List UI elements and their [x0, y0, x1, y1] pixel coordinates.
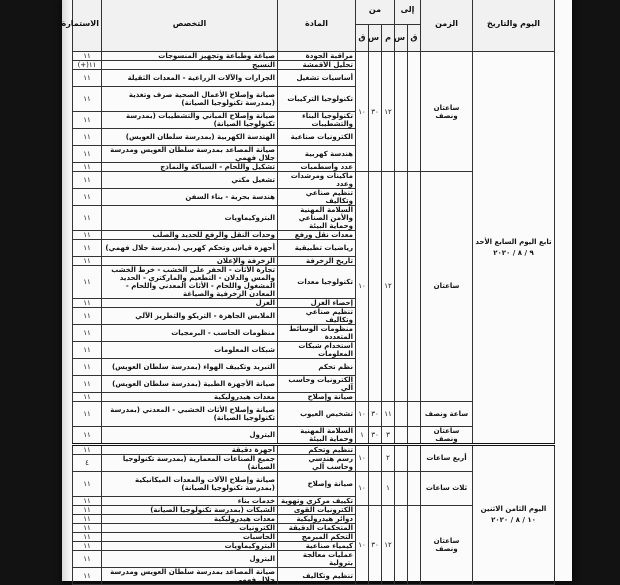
- subject-cell: صيانة وإصلاح: [278, 471, 356, 496]
- subject-cell: صيانة وإصلاح: [278, 392, 356, 401]
- subject-cell: إحصاء الغزل: [278, 298, 356, 307]
- from-q: ٢: [382, 444, 395, 471]
- subject-cell: المتحكمات الدقيقة: [278, 524, 356, 533]
- subject-cell: تنظيم وتكاليف: [278, 568, 356, 585]
- subject-cell: السلامة المهنية وحماية البيئة: [278, 426, 356, 444]
- specialization-cell: جميع الصناعات المعمارية (بمدرسة تكنولوجيا الصيانة): [102, 454, 278, 471]
- form-cell: ١١: [73, 256, 102, 265]
- specialization-cell: البترول: [102, 551, 278, 568]
- day-label: اليوم الثامن الاثنين: [480, 505, 547, 514]
- header-s: س: [395, 24, 408, 52]
- subject-cell: دوائر هيدروليكية: [278, 515, 356, 524]
- subject-cell: تكنولوجيا التركيبات: [278, 87, 356, 112]
- subject-cell: هندسة كهربية: [278, 146, 356, 163]
- session-time: ساعتان ونصف: [421, 426, 473, 444]
- specialization-cell: صيانة وإصلاح الآلات والمعدات الميكانيكية (بمدرسة تكنولوجيا الصيانة): [102, 471, 278, 496]
- from-s: ٣٠: [369, 426, 382, 444]
- header-to: إلى: [395, 0, 421, 24]
- form-cell: ١١: [73, 444, 102, 454]
- specialization-cell: صيانة المصاعد بمدرسة سلطان العويس ومدرسة جلال فهمي: [102, 568, 278, 585]
- from-q: ١١: [382, 401, 395, 426]
- schedule-row: [73, 444, 555, 454]
- from-q: ١: [382, 471, 395, 505]
- subject-cell: السلامة المهنية والأمن الصناعي وحماية البيئة: [278, 206, 356, 231]
- form-cell: ١١: [73, 341, 102, 358]
- form-cell: ١١: [73, 533, 102, 542]
- specialization-cell: معدات هيدروليكية: [102, 515, 278, 524]
- form-cell: ١١: [73, 506, 102, 515]
- subject-cell: تاريخ الزخرفة: [278, 256, 356, 265]
- page-shadow: [62, 0, 72, 581]
- specialization-cell: أجهزة دقيقة: [102, 444, 278, 454]
- form-cell: ١١: [73, 401, 102, 426]
- form-cell: ١١: [73, 307, 102, 324]
- to-s: [395, 444, 408, 471]
- session-time: ساعتان: [421, 172, 473, 402]
- day-date: ١٠ / ٨ / ٢٠٢٠: [491, 516, 536, 525]
- exam-schedule-table: [61, 0, 555, 585]
- day-label: تابع اليوم السابع الأحد: [475, 238, 552, 247]
- subject-cell: معدات نقل ورفع: [278, 231, 356, 240]
- from-s: [369, 444, 382, 471]
- form-cell: ١١: [73, 52, 102, 61]
- from-h: ١٠: [356, 444, 369, 471]
- form-cell: ١١: [73, 471, 102, 496]
- specialization-cell: الشبكات (بمدرسة تكنولوجيا الصيانة): [102, 506, 278, 515]
- session-time: ساعتان ونصف: [421, 52, 473, 172]
- from-h: ١٠: [356, 401, 369, 426]
- to-s: [395, 401, 408, 426]
- form-cell: ١١: [73, 87, 102, 112]
- header-row: [73, 0, 555, 24]
- subject-cell: تحليل الأقمشة: [278, 61, 356, 70]
- specialization-cell: شبكات المعلومات: [102, 341, 278, 358]
- from-q: ١٢: [382, 52, 395, 172]
- specialization-cell: هندسة بحرية - بناء السفن: [102, 189, 278, 206]
- form-cell: ١١: [73, 515, 102, 524]
- subject-cell: الكترونيات صناعية: [278, 129, 356, 146]
- specialization-cell: تشكيل واللحام - السباكة والنماذج: [102, 163, 278, 172]
- specialization-cell: النسيج: [102, 61, 278, 70]
- to-q: [408, 401, 421, 426]
- form-cell: ١١: [73, 426, 102, 444]
- subject-cell: مراقبة الجودة: [278, 52, 356, 61]
- header-from: من: [356, 0, 395, 24]
- specialization-cell: الحاسبات: [102, 533, 278, 542]
- form-cell: ١١: [73, 146, 102, 163]
- header-q2: ق: [356, 24, 369, 52]
- session-time: ساعتان ونصف: [421, 506, 473, 585]
- schedule-body: [61, 0, 555, 585]
- specialization-cell: صيانة وإصلاح الأعمال الصحية صرف وتغذية (بمدرسة تكنولوجيا الصيانة): [102, 87, 278, 112]
- form-cell: ١١: [73, 206, 102, 231]
- specialization-cell: الكترونيات: [102, 524, 278, 533]
- specialization-cell: أجهزة قياس وتحكم كهربي (بمدرسة جلال فهمي): [102, 240, 278, 257]
- from-s: ٣٠: [369, 401, 382, 426]
- to-q: [408, 52, 421, 172]
- to-s: [395, 52, 408, 172]
- from-h: ١٠: [356, 471, 369, 505]
- specialization-cell: البتروكيماويات: [102, 542, 278, 551]
- to-s: [395, 426, 408, 444]
- form-cell: ١١: [73, 568, 102, 585]
- from-s: ٣٠: [369, 52, 382, 172]
- to-q: [408, 471, 421, 505]
- header-total: م: [382, 24, 395, 52]
- specialization-cell: الزخرفة والإعلان: [102, 256, 278, 265]
- subject-cell: أساسيات تشغيل: [278, 70, 356, 87]
- day-date-cell: [473, 444, 555, 584]
- form-cell: ٤: [73, 454, 102, 471]
- specialization-cell: تشغيل مكني: [102, 172, 278, 189]
- form-cell: ١١: [73, 240, 102, 257]
- to-s: [395, 506, 408, 585]
- specialization-cell: البترول: [102, 426, 278, 444]
- specialization-cell: صيانة وإصلاح الأثاث الخشبي - المعدني (بمدرسة تكنولوجيا الصيانة): [102, 401, 278, 426]
- form-cell: ١١: [73, 112, 102, 129]
- form-cell: ١١: [73, 551, 102, 568]
- form-cell: ١١: [73, 172, 102, 189]
- from-h: ١٠: [356, 506, 369, 585]
- from-q: ١٢: [382, 506, 395, 585]
- specialization-cell: خدمات بناء: [102, 497, 278, 506]
- subject-cell: الكترونيات وحاسب آلي: [278, 375, 356, 392]
- subject-cell: التحكم المبرمج: [278, 533, 356, 542]
- form-cell: ١١: [73, 129, 102, 146]
- day-date-cell: [473, 52, 555, 445]
- subject-cell: تنظيم صناعي وتكاليف: [278, 307, 356, 324]
- header-q: ق: [408, 24, 421, 52]
- specialization-cell: صيانة الأجهزة الطبية (بمدرسة سلطان العويس): [102, 375, 278, 392]
- subject-cell: رسم هندسي وحاسب آلي: [278, 454, 356, 471]
- to-q: [408, 172, 421, 402]
- subject-cell: عمليات معالجة بترولية: [278, 551, 356, 568]
- from-h: ١٠: [356, 172, 369, 402]
- day-date: ٩ / ٨ / ٢٠٢٠: [493, 249, 534, 258]
- specialization-cell: صيانة وإصلاح المباني والتشطيبات (بمدرسة تكنولوجيا الصيانة): [102, 112, 278, 129]
- from-s: ٣٠: [369, 506, 382, 585]
- subject-cell: عدد وأسطمبات: [278, 163, 356, 172]
- form-cell: ١١: [73, 265, 102, 298]
- header-subject: المادة: [278, 0, 356, 52]
- subject-cell: تنظيم صناعي وتكاليف: [278, 189, 356, 206]
- form-cell: ١١: [73, 542, 102, 551]
- specialization-cell: الغزل: [102, 298, 278, 307]
- specialization-cell: صياغة وطباعة وتجهيز المنسوجات: [102, 52, 278, 61]
- subject-cell: الكترونيات القوى: [278, 506, 356, 515]
- specialization-cell: معدات هيدروليكية: [102, 392, 278, 401]
- header-specialization: التخصص: [102, 0, 278, 52]
- form-cell: ١١: [73, 163, 102, 172]
- header-time: الزمن: [421, 0, 473, 52]
- to-s: [395, 172, 408, 402]
- form-cell: ١١: [73, 524, 102, 533]
- schedule-row: [73, 52, 555, 61]
- header-day-date: اليوم والتاريخ: [473, 0, 555, 52]
- specialization-cell: تجارة الأثاث - الحفر على الخشب - خرط الخشب والمس والدلان - التطعيم والماركتري - الحديد المشغول واللحام - الأثاث المعدني واللحام - المعادن الزخرفية والصياغة: [102, 265, 278, 298]
- subject-cell: نظم تحكم: [278, 358, 356, 375]
- specialization-cell: منظومات الحاسب - البرمجيات: [102, 324, 278, 341]
- from-h: ١: [356, 426, 369, 444]
- form-cell: ١١: [73, 324, 102, 341]
- session-time: أربع ساعات: [421, 444, 473, 471]
- from-q: ٣: [382, 426, 395, 444]
- subject-cell: رياضيات تطبيقية: [278, 240, 356, 257]
- form-cell: ١١: [73, 70, 102, 87]
- form-cell: ١١: [73, 392, 102, 401]
- subject-cell: تكييف مركزي وتهوية: [278, 497, 356, 506]
- subject-cell: منظومات الوسائط المتعددة: [278, 324, 356, 341]
- specialization-cell: وحدات النقل والرفع للحديد والصلب: [102, 231, 278, 240]
- specialization-cell: البتروكيماويات: [102, 206, 278, 231]
- form-cell: ١١: [73, 189, 102, 206]
- subject-cell: استخدام شبكات المعلومات: [278, 341, 356, 358]
- subject-cell: تكنولوجيا معدات: [278, 265, 356, 298]
- subject-cell: تكنولوجيا البناء والتشطيبات: [278, 112, 356, 129]
- subject-cell: كيمياء صناعية: [278, 542, 356, 551]
- specialization-cell: الملابس الجاهزة - التريكو والتطريز الآلي: [102, 307, 278, 324]
- to-q: [408, 426, 421, 444]
- form-cell: ١١: [73, 358, 102, 375]
- to-q: [408, 506, 421, 585]
- from-s: [369, 471, 382, 505]
- form-cell: ١١: [73, 231, 102, 240]
- subject-cell: تنظيم وتحكم: [278, 444, 356, 454]
- subject-cell: تشخيص العيوب: [278, 401, 356, 426]
- to-s: [395, 471, 408, 505]
- form-cell: ١١: [73, 375, 102, 392]
- subject-cell: ماكينات ومرشدات وعدد: [278, 172, 356, 189]
- form-cell: ١١(+): [73, 61, 102, 70]
- form-cell: ١١: [73, 497, 102, 506]
- from-h: ١٠: [356, 52, 369, 172]
- form-cell: ١١: [73, 298, 102, 307]
- scanned-page: [61, 0, 572, 584]
- to-q: [408, 444, 421, 471]
- session-time: ساعة ونصف: [421, 401, 473, 426]
- specialization-cell: الهندسة الكهربية (بمدرسة سلطان العويس): [102, 129, 278, 146]
- session-time: ثلاث ساعات: [421, 471, 473, 505]
- from-s: [369, 172, 382, 402]
- specialization-cell: الجرارات والآلات الزراعية - المعدات الثقيلة: [102, 70, 278, 87]
- header-s2: س: [369, 24, 382, 52]
- header-form: الاستمارة: [73, 0, 102, 52]
- specialization-cell: التبريد وتكييف الهواء (بمدرسة سلطان العويس): [102, 358, 278, 375]
- specialization-cell: صيانة المصاعد بمدرسة سلطان العويس ومدرسة جلال فهمي: [102, 146, 278, 163]
- from-q: ١٢: [382, 172, 395, 402]
